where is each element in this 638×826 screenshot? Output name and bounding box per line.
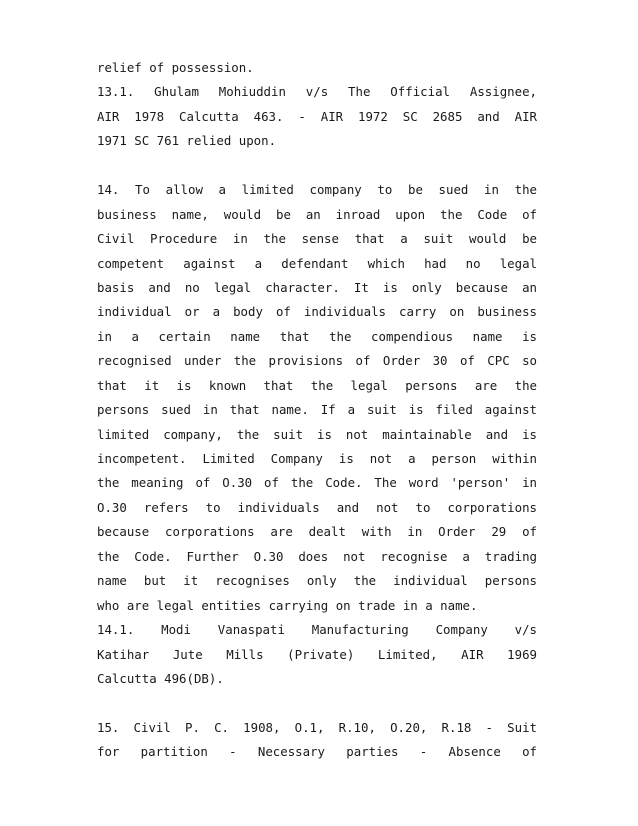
text-line: because corporations are dealt with in Order 29 of xyxy=(97,524,537,540)
text-line: 1971 SC 761 relied upon. xyxy=(97,133,277,149)
text-line: in a certain name that the compendious name is xyxy=(97,328,537,344)
text-line: AIR 1978 Calcutta 463. - AIR 1972 SC 2685 and AIR xyxy=(97,108,537,124)
text-line: 13.1. Ghulam Mohiuddin v/s The Official Assignee, xyxy=(97,84,537,100)
text-line: 15. Civil P. C. 1908, O.1, R.10, O.20, R.18 - Suit xyxy=(97,719,537,735)
text-line: 14.1. Modi Vanaspati Manufacturing Company v/s xyxy=(97,622,537,638)
text-line: name but it recognises only the individual persons xyxy=(97,573,537,589)
text-line: for partition - Necessary parties - Absence of xyxy=(97,744,537,760)
text-line: relief of possession. xyxy=(97,60,254,75)
text-line: the Code. Further O.30 does not recognise a trading xyxy=(97,548,537,564)
text-line: 14. To allow a limited company to be sued in the xyxy=(97,182,537,198)
text-line: Katihar Jute Mills (Private) Limited, AIR 1969 xyxy=(97,646,537,662)
text-line: who are legal entities carrying on trade in a name. xyxy=(97,597,478,613)
text-line: the meaning of O.30 of the Code. The word 'person' in xyxy=(97,475,537,491)
blank-line xyxy=(97,691,537,715)
text-line: that it is known that the legal persons are the xyxy=(97,377,537,393)
text-line: competent against a defendant which had no legal xyxy=(97,255,537,271)
text-line: recognised under the provisions of Order 30 of CPC so xyxy=(97,353,537,369)
text-line: Calcutta 496(DB). xyxy=(97,670,224,686)
text-line: business name, would be an inroad upon the Code of xyxy=(97,206,537,222)
text-line: basis and no legal character. It is only because an xyxy=(97,279,537,295)
blank-line xyxy=(97,154,537,178)
text-line: O.30 refers to individuals and not to corporations xyxy=(97,499,537,515)
text-line: limited company, the suit is not maintainable and is xyxy=(97,426,537,442)
document-page xyxy=(97,56,537,765)
text-line: Civil Procedure in the sense that a suit would be xyxy=(97,231,537,247)
text-line: individual or a body of individuals carry on business xyxy=(97,304,537,320)
text-line: incompetent. Limited Company is not a person within xyxy=(97,451,537,466)
text-line: persons sued in that name. If a suit is filed against xyxy=(97,402,537,418)
